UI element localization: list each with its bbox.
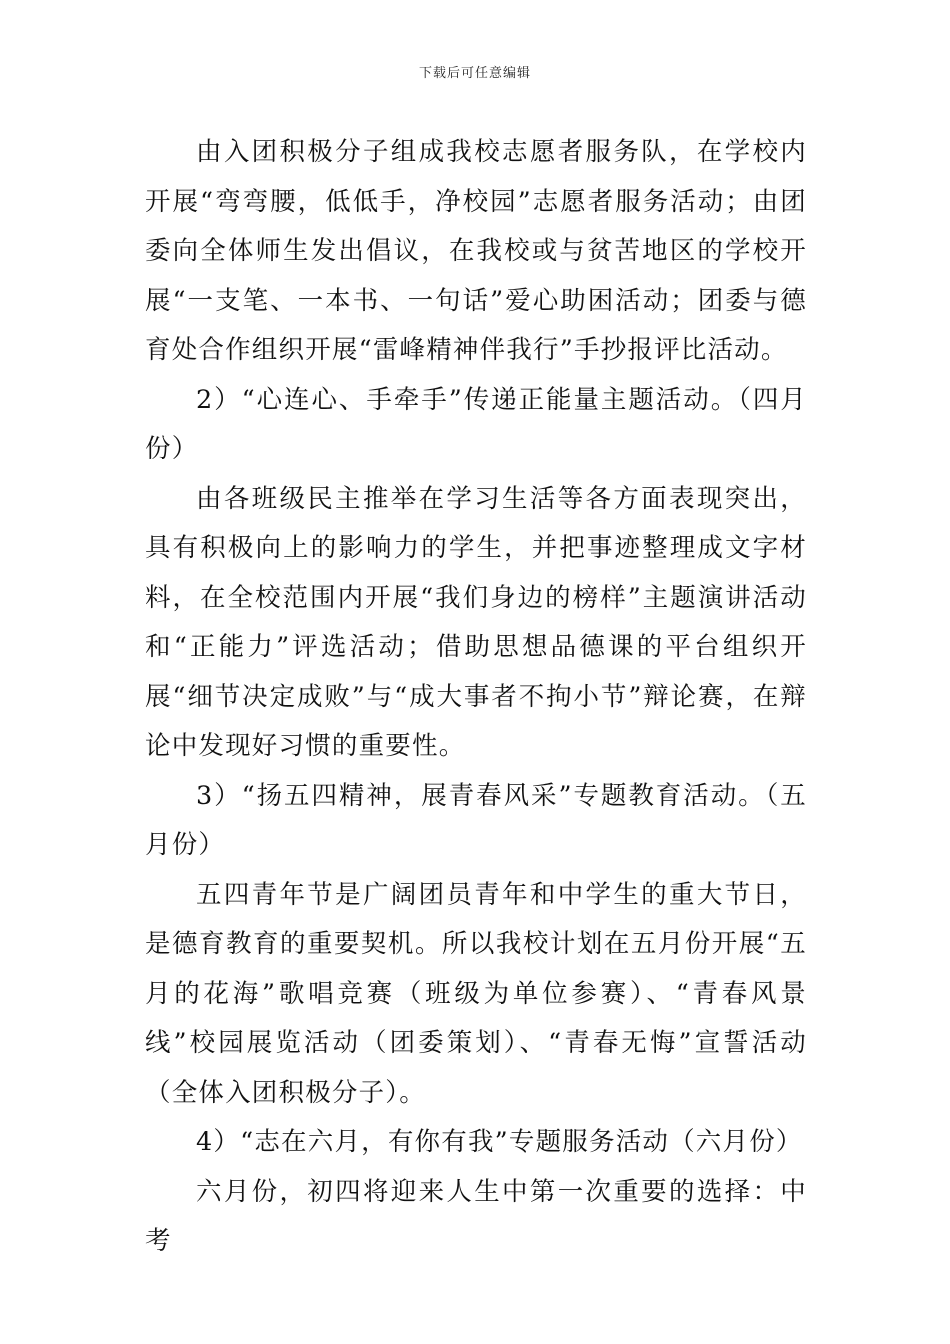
- page-header-note: 下载后可任意编辑: [418, 66, 531, 81]
- paragraph-june-exam: 六月份，初四将迎来人生中第一次重要的选择：中考: [145, 1176, 807, 1256]
- section-heading-3: 3）“扬五四精神，展青春风采”专题教育活动。（五月份）: [145, 780, 807, 860]
- paragraph-volunteer-activities: 由入团积极分子组成我校志愿者服务队，在学校内开展“弯弯腰，低低手，净校园”志愿者服务活动；由团委向全体师生发出倡议，在我校或与贫苦地区的学校开展“一支笔、一本书、一句话”爱心助困活动；团委与德育处合作组织开展“雷峰精神伴我行”手抄报评比活动。: [145, 137, 807, 365]
- paragraph-youth-day: 五四青年节是广阔团员青年和中学生的重大节日，是德育教育的重要契机。所以我校计划在五月份开展“五月的花海”歌唱竞赛（班级为单位参赛）、“青春风景线”校园展览活动（团委策划）、“青春无悔”宣誓活动（全体入团积极分子）。: [145, 879, 807, 1108]
- paragraph-role-models: 由各班级民主推举在学习生活等各方面表现突出，具有积极向上的影响力的学生，并把事迹整理成文字材料，在全校范围内开展“我们身边的榜样”主题演讲活动和“正能力”评选活动；借助思想品德课的平台组织开展“细节决定成败”与“成大事者不拘小节”辩论赛，在辩论中发现好习惯的重要性。: [145, 483, 807, 761]
- document-body: [145, 128, 807, 1267]
- section-heading-2: 2）“心连心、手牵手”传递正能量主题活动。（四月份）: [145, 384, 807, 464]
- section-heading-4: 4）“志在六月，有你有我”专题服务活动（六月份）: [196, 1127, 803, 1157]
